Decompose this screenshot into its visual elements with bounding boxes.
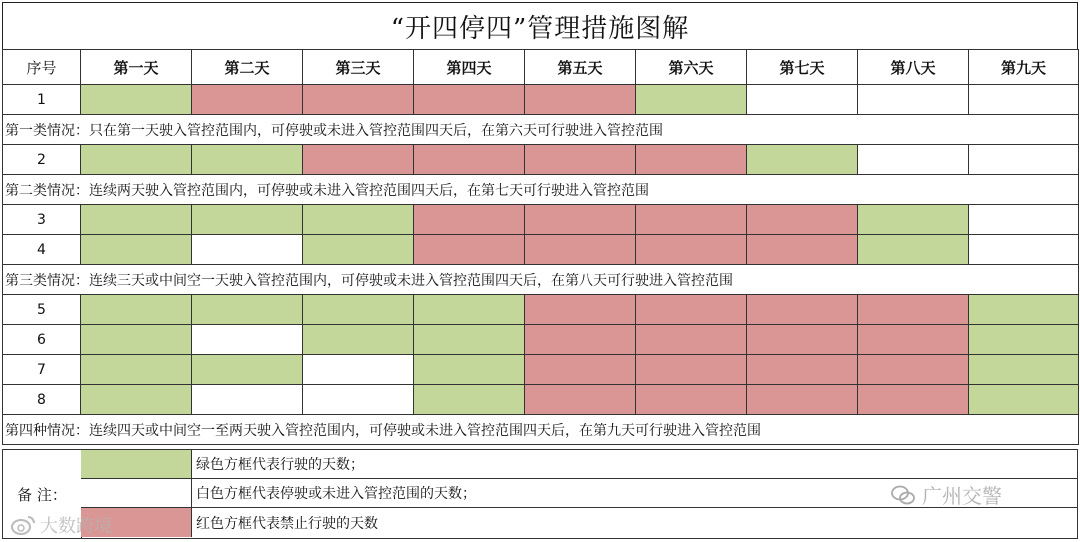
watermark-right bbox=[890, 480, 1002, 509]
day-cell-red bbox=[525, 205, 636, 235]
day-cell-green bbox=[858, 235, 969, 265]
row-index: 3 bbox=[3, 205, 81, 235]
row-index: 6 bbox=[3, 325, 81, 355]
day-cell-green bbox=[81, 145, 192, 175]
day-cell-green bbox=[81, 85, 192, 115]
case-description: 第四种情况：连续四天或中间空一至两天驶入管控范围内，可停驶或未进入管控范围四天后，在第九天可行驶进入管控范围 bbox=[3, 415, 1079, 445]
day-cell-green bbox=[81, 385, 192, 415]
day-cell-white bbox=[192, 385, 303, 415]
day-cell-green bbox=[969, 385, 1079, 415]
day-cell-green bbox=[303, 325, 414, 355]
day-cell-green bbox=[81, 355, 192, 385]
schedule-table bbox=[2, 49, 1079, 445]
day-cell-green bbox=[192, 355, 303, 385]
day-cell-green bbox=[969, 355, 1079, 385]
description-row bbox=[3, 115, 1079, 145]
day-cell-red bbox=[636, 325, 747, 355]
day-cell-red bbox=[636, 205, 747, 235]
row-index: 4 bbox=[3, 235, 81, 265]
day-cell-green bbox=[192, 295, 303, 325]
white-swatch bbox=[81, 479, 192, 507]
day-cell-red bbox=[747, 205, 858, 235]
day-cell-green bbox=[747, 145, 858, 175]
day-cell-red bbox=[525, 355, 636, 385]
day-cell-white bbox=[303, 355, 414, 385]
day-cell-red bbox=[636, 235, 747, 265]
day-cell-red bbox=[858, 385, 969, 415]
day-cell-white bbox=[192, 325, 303, 355]
title-text: “开四停四”管理措施图解 bbox=[390, 13, 690, 44]
day-cell-green bbox=[81, 205, 192, 235]
watermark-left-text: 大数跨境 bbox=[40, 516, 112, 537]
row-index: 2 bbox=[3, 145, 81, 175]
schedule-body bbox=[3, 85, 1079, 445]
day-header: 第八天 bbox=[858, 50, 969, 85]
legend-text: 白色方框代表停驶或未进入管控范围的天数； bbox=[196, 486, 476, 502]
row-index: 1 bbox=[3, 85, 81, 115]
day-cell-red bbox=[525, 295, 636, 325]
green-swatch bbox=[81, 450, 192, 478]
case-description: 第二类情况：连续两天驶入管控范围内，可停驶或未进入管控范围四天后，在第七天可行驶进入管控范围 bbox=[3, 175, 1079, 205]
day-cell-white bbox=[969, 235, 1079, 265]
header-row bbox=[3, 50, 1079, 85]
day-cell-red bbox=[747, 325, 858, 355]
legend-row-green bbox=[81, 450, 1077, 479]
day-cell-red bbox=[525, 385, 636, 415]
day-cell-white bbox=[969, 85, 1079, 115]
legend-note-label: 备 注： bbox=[3, 450, 82, 538]
day-cell-green bbox=[81, 325, 192, 355]
day-header: 第四天 bbox=[414, 50, 525, 85]
weibo-icon bbox=[10, 514, 36, 536]
day-header: 第五天 bbox=[525, 50, 636, 85]
day-cell-white bbox=[303, 385, 414, 415]
day-header: 第二天 bbox=[192, 50, 303, 85]
day-cell-white bbox=[858, 85, 969, 115]
day-cell-red bbox=[636, 355, 747, 385]
day-cell-red bbox=[525, 85, 636, 115]
table-row bbox=[3, 205, 1079, 235]
day-cell-red bbox=[858, 295, 969, 325]
day-cell-red bbox=[636, 295, 747, 325]
description-row bbox=[3, 265, 1079, 295]
day-header: 第一天 bbox=[81, 50, 192, 85]
day-cell-red bbox=[414, 235, 525, 265]
day-cell-red bbox=[414, 205, 525, 235]
day-cell-red bbox=[525, 145, 636, 175]
legend-row-red bbox=[81, 508, 1077, 537]
day-cell-green bbox=[414, 355, 525, 385]
page-title bbox=[2, 2, 1078, 49]
table-row bbox=[3, 325, 1079, 355]
day-header: 第六天 bbox=[636, 50, 747, 85]
day-cell-red bbox=[192, 85, 303, 115]
day-cell-green bbox=[192, 205, 303, 235]
day-cell-red bbox=[747, 295, 858, 325]
legend-text: 红色方框代表禁止行驶的天数 bbox=[196, 515, 378, 532]
day-cell-green bbox=[969, 325, 1079, 355]
table-row bbox=[3, 145, 1079, 175]
day-cell-red bbox=[747, 385, 858, 415]
day-cell-green bbox=[414, 385, 525, 415]
day-cell-red bbox=[747, 235, 858, 265]
day-cell-red bbox=[636, 385, 747, 415]
row-index: 5 bbox=[3, 295, 81, 325]
day-header: 第三天 bbox=[303, 50, 414, 85]
day-cell-green bbox=[969, 295, 1079, 325]
day-cell-red bbox=[414, 85, 525, 115]
table-row bbox=[3, 85, 1079, 115]
index-header: 序号 bbox=[3, 50, 81, 85]
day-cell-green bbox=[858, 205, 969, 235]
day-cell-red bbox=[858, 325, 969, 355]
day-cell-red bbox=[303, 145, 414, 175]
day-cell-white bbox=[858, 145, 969, 175]
day-cell-green bbox=[81, 295, 192, 325]
day-cell-white bbox=[747, 85, 858, 115]
day-cell-red bbox=[747, 355, 858, 385]
watermark-left bbox=[10, 512, 112, 538]
day-cell-green bbox=[81, 235, 192, 265]
day-cell-red bbox=[636, 145, 747, 175]
row-index: 8 bbox=[3, 385, 81, 415]
day-cell-red bbox=[414, 145, 525, 175]
day-cell-white bbox=[192, 235, 303, 265]
row-index: 7 bbox=[3, 355, 81, 385]
day-cell-green bbox=[303, 295, 414, 325]
day-cell-white bbox=[969, 205, 1079, 235]
watermark-right-text: 广州交警 bbox=[922, 484, 1002, 508]
day-header: 第七天 bbox=[747, 50, 858, 85]
table-row bbox=[3, 385, 1079, 415]
day-cell-red bbox=[858, 355, 969, 385]
day-cell-green bbox=[414, 295, 525, 325]
day-cell-red bbox=[525, 235, 636, 265]
table-row bbox=[3, 235, 1079, 265]
day-cell-red bbox=[525, 325, 636, 355]
day-cell-white bbox=[969, 145, 1079, 175]
description-row bbox=[3, 415, 1079, 445]
day-cell-red bbox=[303, 85, 414, 115]
day-cell-green bbox=[303, 205, 414, 235]
description-row bbox=[3, 175, 1079, 205]
legend-text: 绿色方框代表行驶的天数； bbox=[196, 457, 364, 473]
day-cell-green bbox=[192, 145, 303, 175]
day-header: 第九天 bbox=[969, 50, 1079, 85]
wechat-icon bbox=[890, 484, 916, 506]
table-row bbox=[3, 355, 1079, 385]
case-description: 第三类情况：连续三天或中间空一天驶入管控范围内，可停驶或未进入管控范围四天后，在第八天可行驶进入管控范围 bbox=[3, 265, 1079, 295]
day-cell-green bbox=[414, 325, 525, 355]
case-description: 第一类情况：只在第一天驶入管控范围内，可停驶或未进入管控范围四天后，在第六天可行驶进入管控范围 bbox=[3, 115, 1079, 145]
day-cell-green bbox=[303, 235, 414, 265]
table-row bbox=[3, 295, 1079, 325]
day-cell-green bbox=[636, 85, 747, 115]
